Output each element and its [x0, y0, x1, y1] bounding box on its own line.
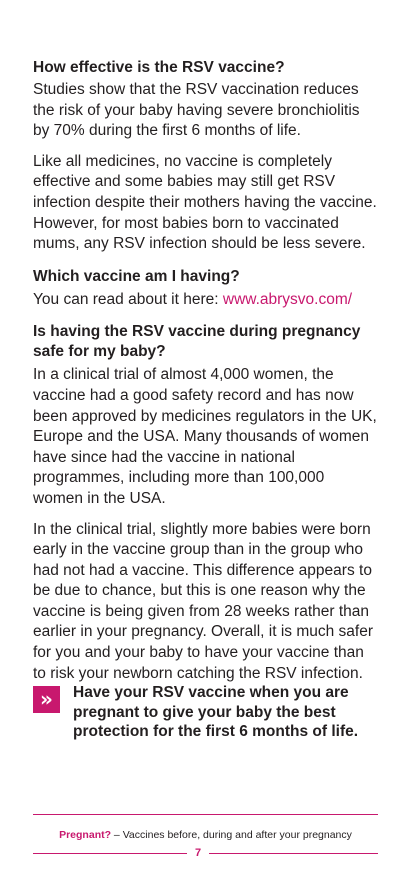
footer-top-divider — [33, 814, 378, 815]
paragraph-safety-early-births: In the clinical trial, slightly more babies were born early in the vaccine group than in the group who had not had a vaccine. This difference appears to be due to chance, but this is one reason why the vaccine is being given from 28 weeks rather than earlier in your pregnancy. Overall, it is much safer for you and your baby to have your vaccine than to risk your newborn catching the RSV infection. — [33, 520, 373, 682]
which-vaccine-text: You can read about it here: — [33, 290, 223, 308]
section-heading-safety: Is having the RSV vaccine during pregnancy safe for my baby? — [33, 323, 361, 361]
paragraph-effectiveness-study: Studies show that the RSV vaccination reduces the risk of your baby having severe bronchiolitis by 70% during the first 6 months of life. — [33, 81, 360, 140]
section-heading-which-vaccine: Which vaccine am I having? — [33, 267, 240, 285]
key-message-callout — [33, 683, 373, 742]
section-heading-effectiveness: How effective is the RSV vaccine? — [33, 59, 285, 76]
footer-separator: – — [111, 829, 123, 841]
footer-caption — [33, 829, 378, 842]
page-number: 7 — [187, 846, 209, 860]
double-chevron-right-icon: » — [33, 686, 60, 713]
paragraph-effectiveness-limits: Like all medicines, no vaccine is completely effective and some babies may still get RSV infection despite their mothers having the vaccine. However, for most babies born to vaccinated mums, any RSV infection should be less severe. — [33, 152, 377, 253]
footer-brand: Pregnant? — [59, 829, 112, 841]
key-message-text: Have your RSV vaccine when you are pregnant to give your baby the best protection for the first 6 months of life. — [73, 684, 359, 740]
abrysvo-link[interactable]: www.abrysvo.com/ — [222, 290, 353, 308]
paragraph-safety-trial: In a clinical trial of almost 4,000 women, the vaccine had a good safety record and has now been approved by medicines regulators in the UK, Europe and the USA. Many thousands of women have since had the vaccine in national programmes, including more than 100,000 women in the USA. — [33, 366, 377, 507]
article-body — [33, 58, 378, 684]
footer-subtitle: Vaccines before, during and after your pregnancy — [122, 829, 352, 841]
paragraph-which-vaccine — [33, 290, 378, 311]
